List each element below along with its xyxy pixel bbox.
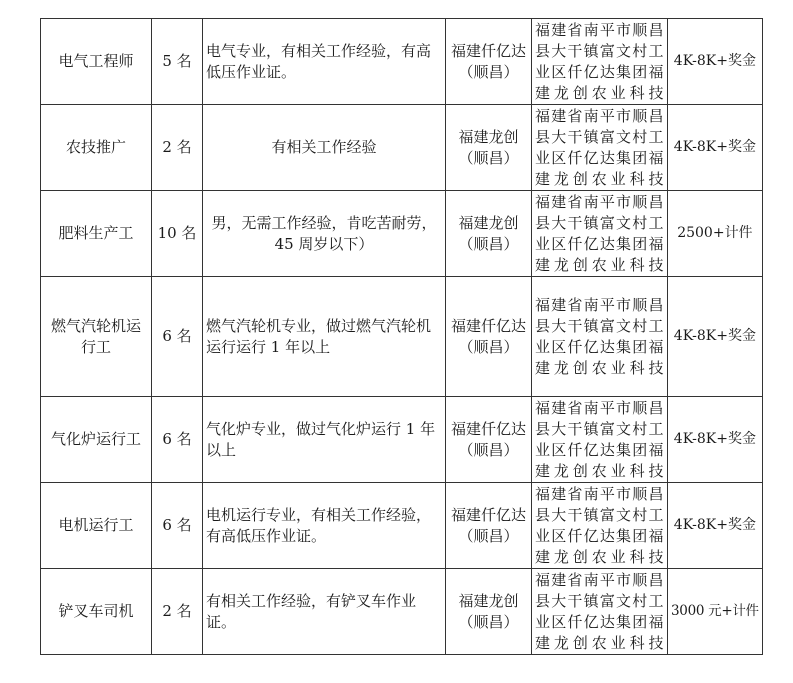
requirements-cell: 气化炉专业，做过气化炉运行 1 年以上 (203, 397, 446, 483)
address-line: 福建省南平市顺昌 (535, 20, 664, 39)
requirements-cell: 电气专业，有相关工作经验，有高低压作业证。 (203, 19, 446, 105)
salary-cell: 4K-8K+奖金 (668, 483, 763, 569)
address-line: 县大干镇富文村工 (535, 591, 664, 610)
address-line: 建龙创农业科技 (535, 633, 664, 652)
company-line: （顺昌） (458, 148, 519, 167)
job-listing-table (40, 18, 763, 655)
requirements-cell: 电机运行专业，有相关工作经验，有高低压作业证。 (203, 483, 446, 569)
company-line: （顺昌） (458, 526, 519, 545)
address-line: 业区仟亿达集团福 (535, 234, 664, 253)
address-cell (532, 483, 668, 569)
address-line: 业区仟亿达集团福 (535, 440, 664, 459)
salary-cell: 4K-8K+奖金 (668, 19, 763, 105)
address-cell (532, 191, 668, 277)
count-cell: 10 名 (152, 191, 203, 277)
address-line: 县大干镇富文村工 (535, 316, 664, 335)
address-line: 福建省南平市顺昌 (535, 295, 664, 314)
count-cell: 6 名 (152, 277, 203, 397)
requirements-cell: 燃气汽轮机专业，做过燃气汽轮机运行运行 1 年以上 (203, 277, 446, 397)
position-cell: 电气工程师 (41, 19, 152, 105)
address-line: 县大干镇富文村工 (535, 41, 664, 60)
position-cell: 燃气汽轮机运行工 (41, 277, 152, 397)
address-line: 福建省南平市顺昌 (535, 398, 664, 417)
company-line: 福建仟亿达 (450, 505, 526, 524)
company-cell (446, 569, 532, 655)
address-line: 建龙创农业科技 (535, 255, 664, 274)
count-cell: 2 名 (152, 569, 203, 655)
company-cell (446, 19, 532, 105)
table-row (41, 191, 763, 277)
address-cell (532, 19, 668, 105)
address-line: 业区仟亿达集团福 (535, 612, 664, 631)
address-cell (532, 397, 668, 483)
position-cell: 肥料生产工 (41, 191, 152, 277)
position-cell: 农技推广 (41, 105, 152, 191)
address-cell (532, 277, 668, 397)
address-line: 建龙创农业科技 (535, 358, 664, 377)
table-row (41, 277, 763, 397)
company-line: 福建仟亿达 (450, 316, 526, 335)
table-row (41, 19, 763, 105)
count-cell: 2 名 (152, 105, 203, 191)
count-cell: 6 名 (152, 483, 203, 569)
address-line: 福建省南平市顺昌 (535, 484, 664, 503)
address-line: 建龙创农业科技 (535, 169, 664, 188)
table-row (41, 569, 763, 655)
address-line: 县大干镇富文村工 (535, 505, 664, 524)
address-cell (532, 105, 668, 191)
company-line: 福建仟亿达 (450, 41, 526, 60)
count-cell: 5 名 (152, 19, 203, 105)
company-line: （顺昌） (458, 234, 519, 253)
address-cell (532, 569, 668, 655)
requirements-cell: 有相关工作经验，有铲叉车作业证。 (203, 569, 446, 655)
address-line: 业区仟亿达集团福 (535, 62, 664, 81)
requirements-cell: 有相关工作经验 (203, 105, 446, 191)
position-cell: 气化炉运行工 (41, 397, 152, 483)
company-line: （顺昌） (458, 337, 519, 356)
company-line: 福建龙创 (458, 591, 519, 610)
company-line: 福建龙创 (458, 127, 519, 146)
address-line: 县大干镇富文村工 (535, 127, 664, 146)
company-line: （顺昌） (458, 62, 519, 81)
address-line: 业区仟亿达集团福 (535, 526, 664, 545)
address-line: 建龙创农业科技 (535, 461, 664, 480)
address-line: 业区仟亿达集团福 (535, 148, 664, 167)
table-row (41, 397, 763, 483)
company-line: （顺昌） (458, 612, 519, 631)
address-line: 福建省南平市顺昌 (535, 192, 664, 211)
company-cell (446, 483, 532, 569)
company-cell (446, 191, 532, 277)
address-line: 县大干镇富文村工 (535, 419, 664, 438)
address-line: 业区仟亿达集团福 (535, 337, 664, 356)
address-line: 建龙创农业科技 (535, 547, 664, 566)
salary-cell: 4K-8K+奖金 (668, 397, 763, 483)
table-row (41, 483, 763, 569)
address-line: 县大干镇富文村工 (535, 213, 664, 232)
company-line: 福建仟亿达 (450, 419, 526, 438)
requirements-cell: 男，无需工作经验，肯吃苦耐劳，45 周岁以下） (203, 191, 446, 277)
salary-cell: 4K-8K+奖金 (668, 277, 763, 397)
company-cell (446, 397, 532, 483)
address-line: 福建省南平市顺昌 (535, 106, 664, 125)
salary-cell: 2500+计件 (668, 191, 763, 277)
table-row (41, 105, 763, 191)
company-line: （顺昌） (458, 440, 519, 459)
position-cell: 电机运行工 (41, 483, 152, 569)
company-line: 福建龙创 (458, 213, 519, 232)
count-cell: 6 名 (152, 397, 203, 483)
address-line: 建龙创农业科技 (535, 83, 664, 102)
position-cell: 铲叉车司机 (41, 569, 152, 655)
address-line: 福建省南平市顺昌 (535, 570, 664, 589)
job-listing-table-wrapper (40, 18, 763, 655)
salary-cell: 3000 元+计件 (668, 569, 763, 655)
company-cell (446, 277, 532, 397)
company-cell (446, 105, 532, 191)
salary-cell: 4K-8K+奖金 (668, 105, 763, 191)
